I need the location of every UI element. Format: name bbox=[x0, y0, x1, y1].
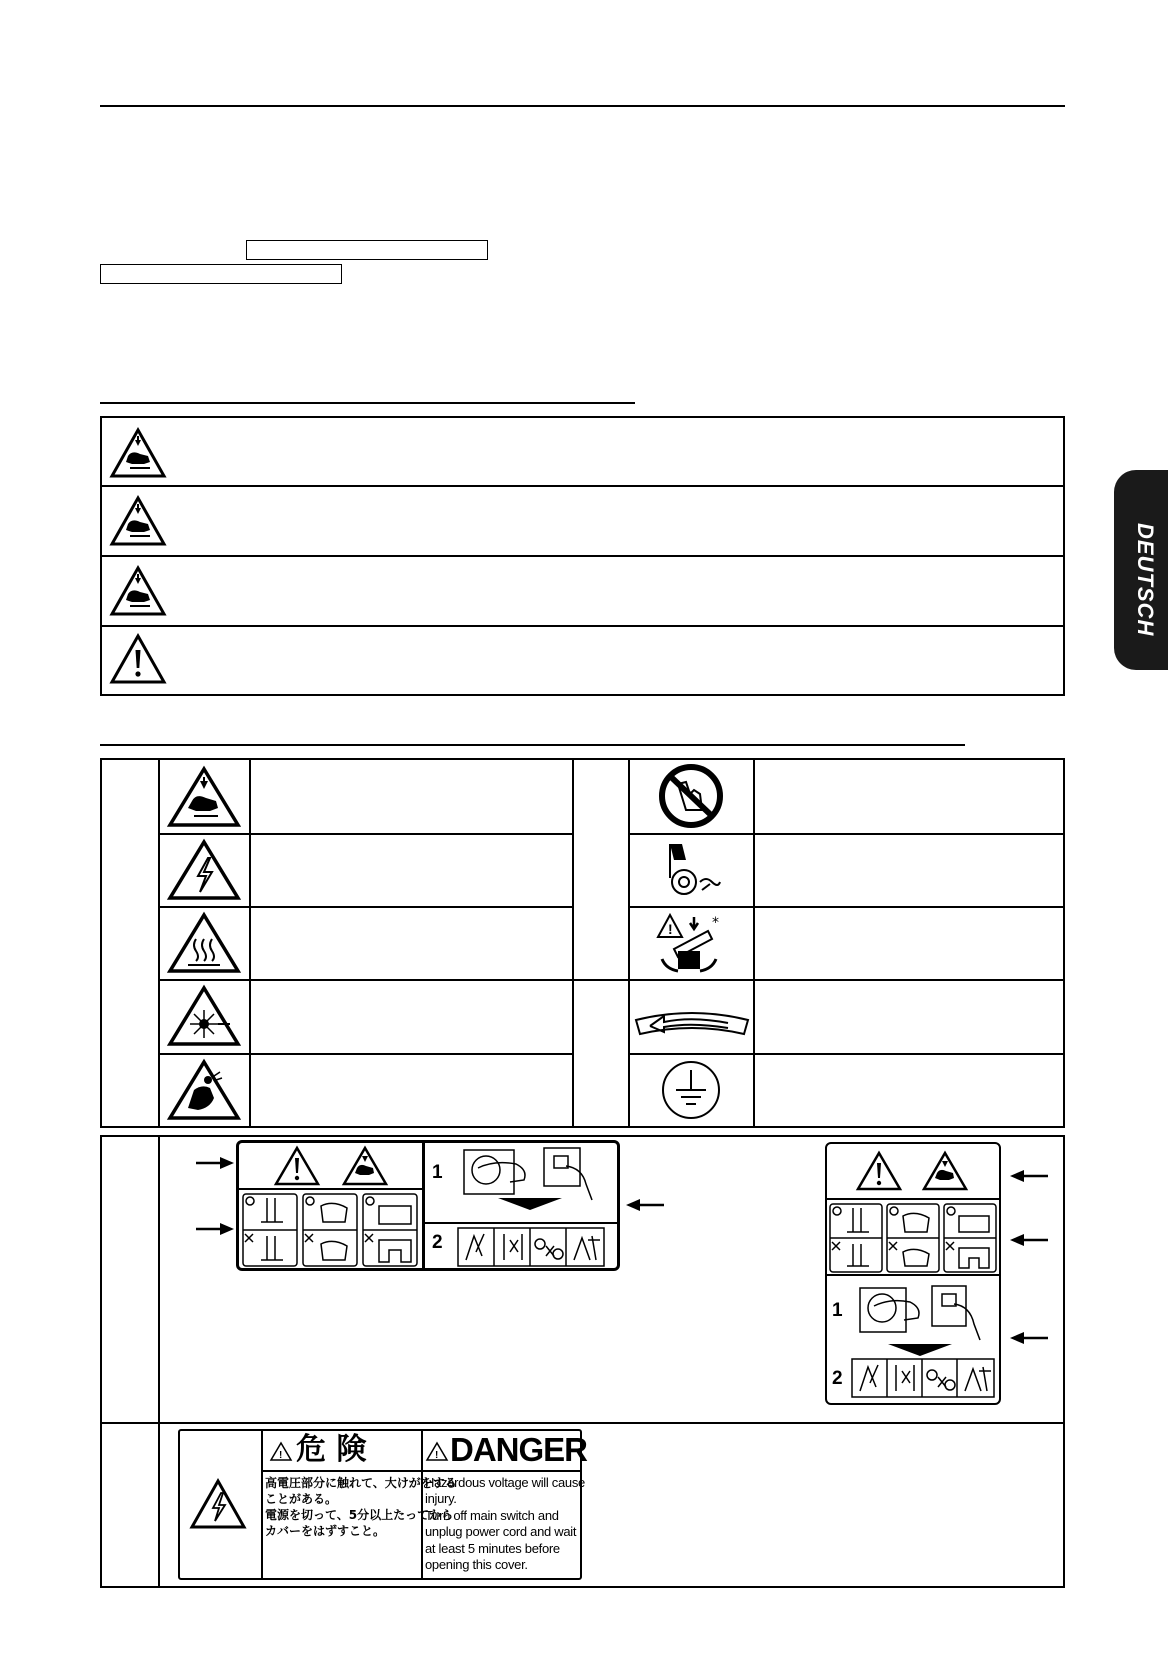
pointer-arrow-icon bbox=[196, 1222, 236, 1236]
label-divider bbox=[421, 1429, 423, 1580]
ground-icon bbox=[656, 1058, 726, 1122]
danger-body-en-line: injury. bbox=[425, 1491, 457, 1506]
step-1-number: 1 bbox=[832, 1300, 843, 1321]
label-divider bbox=[261, 1470, 582, 1472]
step-2-number: 2 bbox=[432, 1232, 443, 1253]
danger-body-en-line: unplug power cord and wait bbox=[425, 1524, 577, 1539]
danger-body-ja-line: 電源を切って、5分以上たってから bbox=[265, 1508, 454, 1522]
maintenance-pictograms bbox=[850, 1357, 996, 1399]
symbol-table-col bbox=[753, 758, 755, 1128]
warning-triangle-icon bbox=[426, 1441, 448, 1461]
danger-body-en-line: Turn off main switch and bbox=[425, 1508, 559, 1523]
direction-arrow-icon bbox=[632, 996, 752, 1036]
danger-body-ja-line: ことがある。 bbox=[265, 1492, 338, 1506]
machine-label-col bbox=[158, 1135, 160, 1588]
high-voltage-icon bbox=[164, 838, 244, 902]
no-touch-icon bbox=[656, 764, 726, 828]
warning-triangle-icon bbox=[270, 1441, 292, 1461]
exclamation-warning-icon bbox=[274, 1145, 320, 1185]
hand-crush-icon bbox=[108, 494, 168, 548]
pointer-arrow-icon bbox=[624, 1198, 664, 1212]
label-divider bbox=[825, 1274, 1001, 1276]
entanglement-icon bbox=[164, 1058, 244, 1122]
label-divider bbox=[825, 1198, 1001, 1200]
power-switch-pictogram bbox=[852, 1280, 992, 1364]
machine-label-row bbox=[100, 1422, 158, 1424]
symbol-table-row bbox=[628, 833, 1065, 835]
top-rule bbox=[100, 105, 1065, 107]
hand-crush-icon bbox=[108, 564, 168, 618]
pointer-arrow-icon bbox=[196, 1156, 236, 1170]
hand-crush-icon bbox=[922, 1150, 970, 1192]
symbol-table-row bbox=[628, 1053, 1065, 1055]
tilting-caution-icon bbox=[654, 909, 728, 977]
svg-text:!: ! bbox=[668, 921, 673, 937]
presser-foot-pictograms bbox=[241, 1192, 421, 1268]
hazard-row-divider bbox=[100, 555, 1065, 557]
roller-caution-icon bbox=[656, 838, 726, 902]
label-divider bbox=[422, 1222, 620, 1224]
label-divider bbox=[422, 1140, 425, 1271]
presser-foot-pictograms bbox=[829, 1202, 997, 1274]
laser-icon bbox=[164, 984, 244, 1048]
symbol-table bbox=[100, 758, 1065, 1128]
svg-text:!: ! bbox=[435, 1450, 439, 1461]
hand-crush-icon bbox=[342, 1145, 388, 1185]
redacted-text-box-1 bbox=[246, 240, 488, 260]
exclamation-warning-icon bbox=[108, 632, 168, 686]
symbol-table-col bbox=[628, 758, 630, 1128]
pointer-arrow-icon bbox=[1008, 1233, 1048, 1247]
symbol-table-col bbox=[572, 758, 574, 1128]
section-rule-1 bbox=[100, 402, 635, 404]
danger-title-ja: 危 険 bbox=[296, 1432, 367, 1467]
symbol-table-row bbox=[158, 979, 573, 981]
danger-body-en-line: at least 5 minutes before bbox=[425, 1541, 560, 1556]
symbol-table-row bbox=[158, 906, 573, 908]
label-divider bbox=[236, 1188, 422, 1190]
exclamation-warning-icon bbox=[856, 1150, 904, 1192]
danger-body-en-line: opening this cover. bbox=[425, 1557, 528, 1572]
step-1-number: 1 bbox=[432, 1162, 443, 1183]
danger-title-en: DANGER bbox=[450, 1431, 588, 1468]
danger-body-en-line: Hazardous voltage will cause bbox=[425, 1475, 585, 1490]
high-voltage-icon bbox=[188, 1477, 248, 1531]
symbol-table-row bbox=[158, 1053, 573, 1055]
section-rule-2 bbox=[100, 744, 965, 746]
maintenance-pictograms bbox=[456, 1226, 606, 1268]
hazard-row-divider bbox=[100, 485, 1065, 487]
label-divider bbox=[261, 1429, 263, 1580]
hand-crush-icon bbox=[108, 426, 168, 480]
pointer-arrow-icon bbox=[1008, 1331, 1048, 1345]
danger-body-ja-line: カバーをはずすこと。 bbox=[265, 1524, 386, 1538]
language-tab-label: DEUTSCH bbox=[1133, 523, 1158, 637]
symbol-table-row bbox=[158, 833, 573, 835]
symbol-table-col bbox=[158, 758, 160, 1128]
hand-crush-icon bbox=[164, 765, 244, 829]
hazard-row-divider bbox=[100, 625, 1065, 627]
pointer-arrow-icon bbox=[1008, 1169, 1048, 1183]
redacted-text-box-2 bbox=[100, 264, 342, 284]
power-switch-pictogram bbox=[458, 1144, 608, 1220]
svg-text:!: ! bbox=[279, 1450, 283, 1461]
machine-label-row bbox=[158, 1422, 1065, 1424]
symbol-table-col bbox=[249, 758, 251, 1128]
svg-text:*: * bbox=[712, 915, 719, 931]
step-2-number: 2 bbox=[832, 1368, 843, 1389]
hot-surface-icon bbox=[164, 911, 244, 975]
symbol-table-row bbox=[628, 906, 1065, 908]
symbol-table-row bbox=[573, 979, 1065, 981]
danger-body-ja-line: 高電圧部分に触れて、大けがをする bbox=[265, 1476, 457, 1490]
